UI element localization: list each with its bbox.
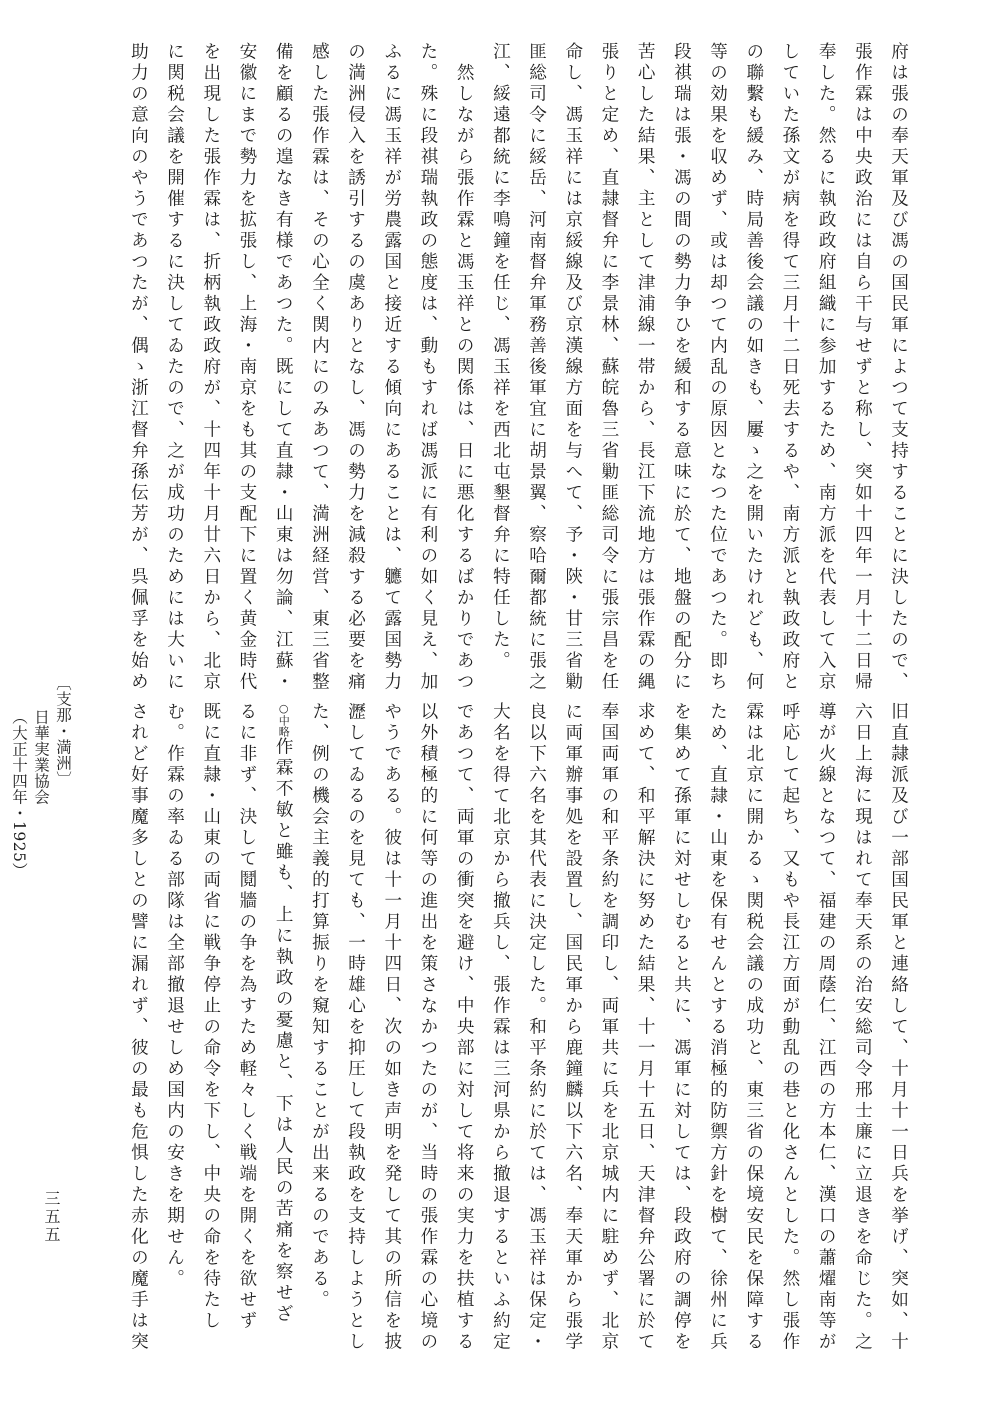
page-footer (8, 675, 74, 1005)
lower-text-column: 旧直隷派及び一部国民軍と連絡して、十月十一日兵を挙げ、突如、十 (888, 702, 909, 1353)
upper-text-column: の満洲侵入を誘引するの虞ありとなし、馮の勢力を減殺する必要を痛 (345, 42, 366, 693)
lower-text-column: 六日上海に現はれて奉天系の治安総司令邢士廉に立退きを命じた。之 (852, 702, 873, 1353)
lower-text-column: 瀝してゐるのを見ても、一時雄心を抑圧して段執政を支持しようとし (345, 702, 366, 1353)
lower-text-column: 導が火線となつて、福建の周蔭仁、江西の方本仁、漢口の蕭燿南等が (816, 702, 837, 1353)
lower-text-column: やうである。彼は十一月十四日、次の如き声明を発して其の所信を披 (381, 702, 402, 1353)
lower-text-column: ○中略作霖不敏と雖も、上に執政の憂慮と、下は人民の苦痛を察せざ (273, 702, 294, 1325)
upper-text-column: 感した張作霖は、その心全く関内にのみあつて、満洲経営、東三省整 (309, 42, 330, 693)
lower-text-column: む。作霖の率ゐる部隊は全部撤退せしめ国内の安きを期せん。 (164, 702, 185, 1290)
lower-text-column: ため、直隷・山東を保有せんとする消極的防禦方針を樹て、徐州に兵 (707, 702, 728, 1353)
upper-text-column: 然しながら張作霖と馮玉祥との関係は、日に悪化するばかりであつ (454, 42, 475, 693)
upper-text-column: 張りと定め、直隷督弁に李景林、蘇皖魯三省勦匪総司令に張宗昌を任 (598, 42, 619, 693)
lower-text-column: 良以下六名を其代表に決定した。和平条約に於ては、馮玉祥は保定・ (526, 702, 547, 1353)
footer-date: （大正十四年・1925） (10, 709, 28, 879)
upper-text-column: た。殊に段祺瑞執政の態度は、動もすれば馮派に有利の如く見え、加 (417, 42, 438, 693)
upper-text-column: 張作霖は中央政治には自ら干与せずと称し、突如十四年一月十二日帰 (852, 42, 873, 693)
page-number: 三五五 (42, 1190, 61, 1244)
lower-text-column: 呼応して起ち、又もや長江方面が動乱の巷と化さんとした。然し張作 (779, 702, 800, 1353)
lower-text-column: 奉国両軍の和平条約を調印し、両軍共に兵を北京城内に駐めず、北京 (598, 702, 619, 1353)
lower-text-column: 霖は北京に開かるゝ関税会議の成功と、東三省の保境安民を保障する (743, 702, 764, 1353)
lower-text-column: 既に直隷・山東の両省に戦争停止の命令を下し、中央の命を待たし (200, 702, 221, 1332)
lower-text-column: に両軍辦事処を設置し、国民軍から鹿鐘麟以下六名、奉天軍から張学 (562, 702, 583, 1353)
upper-text-column: 安徽にまで勢力を拡張し、上海・南京をも其の支配下に置く黄金時代 (236, 42, 257, 693)
lower-text-column: 求めて、和平解決に努めた結果、十一月十五日、天津督弁公署に於て (635, 702, 656, 1353)
upper-text-column: ふるに馮玉祥が労農露国と接近する傾向にあることは、軈て露国勢力 (381, 42, 402, 693)
upper-text-column: 府は張の奉天軍及び馮の国民軍によつて支持することに決したので、 (888, 42, 909, 693)
footer-category: 〔支那・満洲〕 (54, 675, 72, 787)
upper-text-column: の聯繫も緩み、時局善後会議の如きも、屢ゝ之を開いたけれども、何 (743, 42, 764, 693)
upper-text-column: 備を顧るの遑なき有様であつた。既にして直隷・山東は勿論、江蘇・ (273, 42, 294, 693)
lower-text-column: されど好事魔多しとの譬に漏れず、彼の最も危惧した赤化の魔手は突 (128, 702, 149, 1353)
upper-text-column: 匪総司令に綏岳、河南督弁軍務善後軍宜に胡景翼、察哈爾都統に張之 (526, 42, 547, 693)
lower-text-column: た、例の機会主義的打算振りを窺知することが出来るのである。 (309, 702, 330, 1311)
footer-publisher: 日華実業協会 (32, 709, 50, 805)
upper-text-column: を出現した張作霖は、折柄執政政府が、十四年十月廿六日から、北京 (200, 42, 221, 693)
upper-text-column: 段祺瑞は張・馮の間の勢力争ひを緩和する意味に於て、地盤の配分に (671, 42, 692, 693)
lower-text-column: であつて、両軍の衝突を避け、中央部に対して将来の実力を扶植する (454, 702, 475, 1353)
upper-text-column: 江、綏遠都統に李鳴鐘を任じ、馮玉祥を西北屯墾督弁に特任した。 (490, 42, 511, 672)
upper-text-column: 奉した。然るに執政政府組織に参加するため、南方派を代表して入京 (816, 42, 837, 693)
lower-text-column: を集めて孫軍に対せしむると共に、馮軍に対しては、段政府の調停を (671, 702, 692, 1353)
upper-text-column: 命し、馮玉祥には京綏線及び京漢線方面を与へて、予・陝・甘三省勦 (562, 42, 583, 693)
upper-text-column: に関税会議を開催するに決してゐたので、之が成功のためには大いに (164, 42, 185, 693)
upper-text-column: していた孫文が病を得て三月十二日死去するや、南方派と執政政府と (779, 42, 800, 693)
lower-text-column: 以外積極的に何等の進出を策さなかつたのが、当時の張作霖の心境の (417, 702, 438, 1353)
upper-text-column: 等の効果を収めず、或は却つて内乱の原因となつた位であつた。即ち (707, 42, 728, 693)
upper-text-column: 苦心した結果、主として津浦線一帯から、長江下流地方は張作霖の縄 (635, 42, 656, 693)
lower-text-column: 大名を得て北京から撤兵し、張作霖は三河県から撤退するといふ約定 (490, 702, 511, 1353)
lower-text-column: るに非ず、決して鬩牆の争を為すため軽々しく戦端を開くを欲せず (236, 702, 257, 1332)
upper-text-column: 助力の意向のやうであつたが、偶ゝ浙江督弁孫伝芳が、呉佩孚を始め (128, 42, 149, 693)
omission-marker: ○中略 (277, 702, 291, 737)
